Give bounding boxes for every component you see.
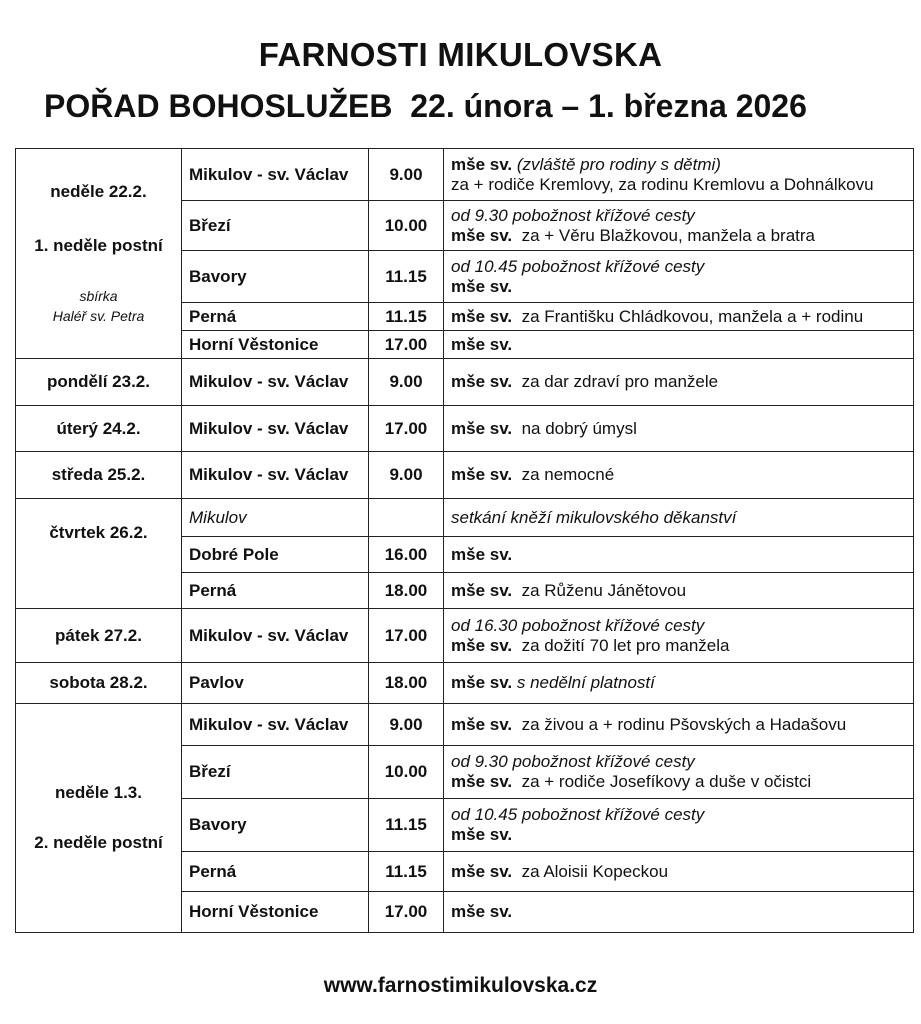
desc-cell xyxy=(444,852,914,892)
time-cell: 16.00 xyxy=(369,537,444,573)
day-cell xyxy=(16,149,182,359)
desc-cell xyxy=(444,406,914,452)
day-cell: čtvrtek 26.2. xyxy=(16,499,182,609)
place-cell: Mikulov - sv. Václav xyxy=(182,359,369,406)
place-cell: Perná xyxy=(182,852,369,892)
day-cell: středa 25.2. xyxy=(16,452,182,499)
table-row xyxy=(16,359,914,406)
table-row xyxy=(16,149,914,201)
mass-intention: za Aloisii Kopeckou xyxy=(521,861,669,881)
mass-label: mše sv. xyxy=(451,544,513,564)
mass-label: mše sv. xyxy=(451,372,513,391)
desc-cell xyxy=(444,201,914,251)
place-cell: Horní Věstonice xyxy=(182,892,369,933)
mass-note: (zvláště pro rodiny s dětmi) xyxy=(516,154,721,174)
pre-event: od 9.30 pobožnost křížové cesty xyxy=(451,752,695,771)
day-cell xyxy=(16,704,182,933)
mass-intention: za dar zdraví pro manžele xyxy=(521,372,719,391)
table-row xyxy=(16,704,914,746)
day-note xyxy=(23,286,174,326)
mass-label: mše sv. xyxy=(451,714,513,734)
time-cell: 17.00 xyxy=(369,892,444,933)
desc-cell xyxy=(444,452,914,499)
schedule-table xyxy=(15,148,914,933)
table-row xyxy=(16,663,914,704)
mass-intention: za živou a + rodinu Pšovských a Hadašovu xyxy=(521,714,847,734)
place-cell: Bavory xyxy=(182,251,369,303)
desc-cell xyxy=(444,359,914,406)
page-title: FARNOSTI MIKULOVSKA xyxy=(258,36,663,73)
mass-intention: za dožití 70 let pro manžela xyxy=(521,635,730,655)
day-subtitle: 2. neděle postní xyxy=(34,833,163,852)
mass-label: mše sv. xyxy=(451,334,513,354)
time-cell: 9.00 xyxy=(369,452,444,499)
time-cell: 10.00 xyxy=(369,201,444,251)
page-subtitle: POŘAD BOHOSLUŽEB 22. února – 1. března 2026 xyxy=(44,88,807,124)
place-cell: Mikulov - sv. Václav xyxy=(182,452,369,499)
time-cell: 11.15 xyxy=(369,251,444,303)
mass-label: mše sv. xyxy=(451,225,513,245)
day-cell: sobota 28.2. xyxy=(16,663,182,704)
table-row xyxy=(16,499,914,537)
mass-label: mše sv. xyxy=(451,306,513,326)
desc-cell xyxy=(444,663,914,704)
collection-name: Haléř sv. Petra xyxy=(52,307,145,324)
mass-intention: za Růženu Jánětovou xyxy=(521,580,687,600)
day-cell: pondělí 23.2. xyxy=(16,359,182,406)
pre-event: od 10.45 pobožnost křížové cesty xyxy=(451,256,705,276)
mass-label: mše sv. xyxy=(451,825,513,844)
desc-cell xyxy=(444,537,914,573)
place-cell: Dobré Pole xyxy=(182,537,369,573)
mass-intention: na dobrý úmysl xyxy=(521,418,637,438)
time-cell: 9.00 xyxy=(369,359,444,406)
day-cell: úterý 24.2. xyxy=(16,406,182,452)
mass-intention: za nemocné xyxy=(521,465,615,484)
place-cell: Bavory xyxy=(182,799,369,852)
desc-cell xyxy=(444,499,914,537)
day-label: neděle 1.3. xyxy=(55,783,142,802)
time-cell: 18.00 xyxy=(369,663,444,704)
place-cell: Pavlov xyxy=(182,663,369,704)
mass-label: mše sv. xyxy=(451,635,513,655)
place-cell: Březí xyxy=(182,746,369,799)
place-cell: Mikulov - sv. Václav xyxy=(182,406,369,452)
mass-intention: za + rodiče Josefíkovy a duše v očistci xyxy=(521,772,812,791)
day-label: neděle 22.2. xyxy=(50,181,147,201)
mass-label: mše sv. xyxy=(451,276,513,296)
time-cell: 9.00 xyxy=(369,149,444,201)
place-cell: Mikulov - sv. Václav xyxy=(182,704,369,746)
place-cell: Horní Věstonice xyxy=(182,331,369,359)
place-cell: Mikulov - sv. Václav xyxy=(182,149,369,201)
mass-label: mše sv. xyxy=(451,154,513,174)
time-cell: 11.15 xyxy=(369,852,444,892)
desc-cell xyxy=(444,799,914,852)
time-cell: 17.00 xyxy=(369,609,444,663)
time-cell: 17.00 xyxy=(369,406,444,452)
place-cell: Mikulov xyxy=(182,499,369,537)
event-label: setkání kněží mikulovského děkanství xyxy=(451,507,737,527)
desc-cell xyxy=(444,331,914,359)
mass-label: mše sv. xyxy=(451,465,513,484)
mass-intention: za + Věru Blažkovou, manžela a bratra xyxy=(521,225,815,245)
day-subtitle: 1. neděle postní xyxy=(34,235,163,255)
time-cell: 11.15 xyxy=(369,799,444,852)
desc-cell xyxy=(444,573,914,609)
time-cell: 18.00 xyxy=(369,573,444,609)
mass-label: mše sv. xyxy=(451,580,513,600)
mass-label: mše sv. xyxy=(451,673,513,692)
desc-cell xyxy=(444,251,914,303)
place-cell: Březí xyxy=(182,201,369,251)
mass-label: mše sv. xyxy=(451,861,513,881)
mass-intention: za + rodiče Kremlovy, za rodinu Kremlovu a Dohnálkovu xyxy=(451,174,874,194)
place-cell: Perná xyxy=(182,573,369,609)
mass-note: s nedělní platností xyxy=(516,673,655,692)
time-cell: 9.00 xyxy=(369,704,444,746)
table-row xyxy=(16,452,914,499)
desc-cell xyxy=(444,892,914,933)
time-cell xyxy=(369,499,444,537)
desc-cell xyxy=(444,149,914,201)
day-cell: pátek 27.2. xyxy=(16,609,182,663)
place-cell: Mikulov - sv. Václav xyxy=(182,609,369,663)
pre-event: od 16.30 pobožnost křížové cesty xyxy=(451,615,705,635)
pre-event: od 9.30 pobožnost křížové cesty xyxy=(451,205,695,225)
desc-cell xyxy=(444,303,914,331)
mass-label: mše sv. xyxy=(451,902,513,921)
place-cell: Perná xyxy=(182,303,369,331)
time-cell: 11.15 xyxy=(369,303,444,331)
desc-cell xyxy=(444,746,914,799)
collection-label: sbírka xyxy=(79,287,118,304)
pre-event: od 10.45 pobožnost křížové cesty xyxy=(451,805,705,824)
desc-cell xyxy=(444,609,914,663)
table-row xyxy=(16,609,914,663)
time-cell: 10.00 xyxy=(369,746,444,799)
mass-label: mše sv. xyxy=(451,418,513,438)
mass-label: mše sv. xyxy=(451,772,513,791)
mass-intention: za Františku Chládkovou, manžela a + rodinu xyxy=(521,306,864,326)
table-row xyxy=(16,406,914,452)
website-link[interactable]: www.farnostimikulovska.cz xyxy=(323,974,598,997)
desc-cell xyxy=(444,704,914,746)
time-cell: 17.00 xyxy=(369,331,444,359)
